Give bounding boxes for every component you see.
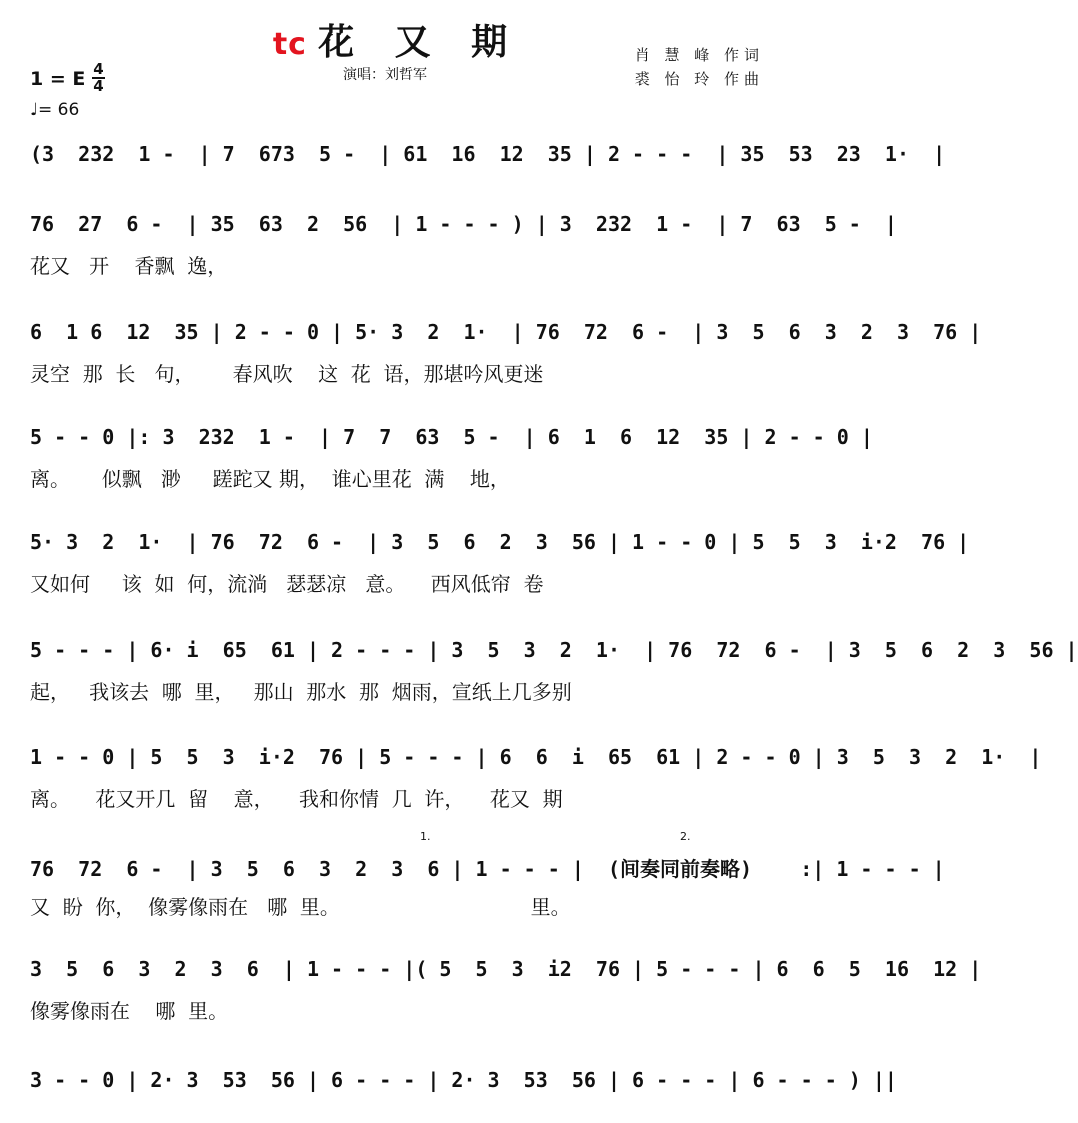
tc-logo: tc <box>272 27 307 62</box>
composer: 裘 怡 玲 作曲 <box>634 70 764 88</box>
lyric-line: 离。 花又开几 留 意， 我和你情 几 许， 花又 期 <box>30 787 563 811</box>
meter-bottom: 4 <box>93 77 104 95</box>
notation-line: (3 232 1 - | 7 673 5 - | 61 16 12 35 | 2 - - - | 35 53 23 1· | <box>30 142 946 166</box>
singer: 演唱：刘哲军 <box>343 67 427 83</box>
notation-line: 5· 3 2 1· | 76 72 6 - | 3 5 6 2 3 56 | 1 - - 0 | 5 5 3 i·2 76 | <box>30 530 970 554</box>
meter-top: 4 <box>93 60 104 78</box>
notation-line: 3 5 6 3 2 3 6 | 1 - - - |( 5 5 3 i2 76 | 5 - - - | 6 6 5 16 12 | <box>30 957 982 981</box>
volta-first: 1. <box>420 830 431 843</box>
notation-line: 3 - - 0 | 2· 3 53 56 | 6 - - - | 2· 3 53 56 | 6 - - - | 6 - - - ) || <box>30 1068 897 1092</box>
lyric-line: 起， 我该去 哪 里， 那山 那水 那 烟雨，宣纸上几多别 <box>30 680 572 704</box>
time-signature <box>92 62 105 94</box>
lyric-line: 花又 开 香飘 逸， <box>30 254 228 278</box>
lyricist: 肖 慧 峰 作词 <box>634 46 764 64</box>
notation-line: 76 27 6 - | 35 63 2 56 | 1 - - - ) | 3 232 1 - | 7 63 5 - | <box>30 212 897 236</box>
notation-line: 5 - - - | 6· i 65 61 | 2 - - - | 3 5 3 2 1· | 76 72 6 - | 3 5 6 2 3 56 | <box>30 638 1078 662</box>
notation-line: 76 72 6 - | 3 5 6 3 2 3 6 | 1 - - - | (间奏同前奏略) :| 1 - - - | <box>30 857 945 881</box>
lyric-line: 又 盼 你， 像雾像雨在 哪 里。 里。 <box>30 895 571 919</box>
key-signature: 1 = E <box>30 68 86 90</box>
lyric-line: 离。 似飘 渺 蹉跎又 期， 谁心里花 满 地， <box>30 467 510 491</box>
notation-line: 1 - - 0 | 5 5 3 i·2 76 | 5 - - - | 6 6 i 65 61 | 2 - - 0 | 3 5 3 2 1· | <box>30 745 1042 769</box>
lyric-line: 又如何 该 如 何，流淌 瑟瑟凉 意。 西风低帘 卷 <box>30 572 544 596</box>
notation-line: 6 1 6 12 35 | 2 - - 0 | 5· 3 2 1· | 76 72 6 - | 3 5 6 3 2 3 76 | <box>30 320 982 344</box>
lyric-line: 像雾像雨在 哪 里。 <box>30 999 229 1023</box>
volta-second: 2. <box>680 830 691 843</box>
song-title: 花 又 期 <box>318 21 522 63</box>
tempo: ♩= 66 <box>30 100 80 120</box>
lyric-line: 灵空 那 长 句， 春风吹 这 花 语，那堪吟风更迷 <box>30 362 544 386</box>
notation-line: 5 - - 0 |: 3 232 1 - | 7 7 63 5 - | 6 1 6 12 35 | 2 - - 0 | <box>30 425 873 449</box>
